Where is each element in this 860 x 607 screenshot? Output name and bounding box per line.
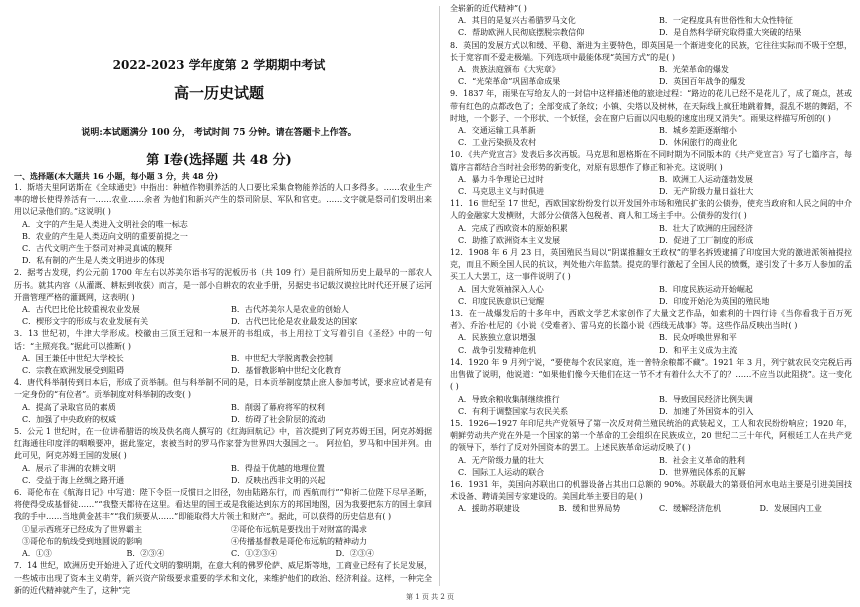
question-q2 bbox=[14, 267, 432, 328]
option-item[interactable]: A．民族独立意识增强 bbox=[458, 333, 536, 343]
option-item[interactable]: D．反映出西非文明的兴起 bbox=[231, 475, 326, 485]
option-item[interactable]: C．马克思主义与时俱进 bbox=[458, 187, 545, 197]
option-item[interactable]: A．国王兼任中世纪大学校长 bbox=[22, 353, 124, 363]
option-item[interactable]: C．战争引发精神危机 bbox=[458, 345, 537, 355]
answer-choices bbox=[14, 548, 432, 560]
subject-title: 高一历史试题 bbox=[173, 84, 264, 102]
option-item[interactable]: B．农业的产生是人类迈向文明的重要前提之一 bbox=[22, 231, 188, 241]
question-q16 bbox=[450, 479, 852, 516]
question-text: 14．1920 年 9 月列宁说，“要使每个农民家庭，连一普特余粮都不藏”。1921 年 3 月，列宁就农民交完税后再出售做了说明，他说道：“如果他们像今天他们在这一节不才有着什么大不了的？……不应当以此阻挠”。这一变化( ) bbox=[450, 357, 852, 392]
option-item[interactable]: A．其目的是复兴古希腊罗马文化 bbox=[458, 16, 576, 26]
question-text: 1．斯塔夫里阿诺斯在《全球通史》中指出：种植作物驯养活的人口要比采集食物能养活的人口多得多。……农业生产率的增长使得养活有一……农业……余者 为他们和新兴产生的祭司阶层、军队和官吏。……文字就是祭司们发明出来用以记录他们的。”这说明( ) bbox=[14, 183, 432, 217]
question-list bbox=[450, 3, 852, 516]
question-q14 bbox=[450, 357, 852, 418]
right-questions bbox=[450, 3, 852, 516]
option-item[interactable]: D．私有制的产生是人类文明进步的体现 bbox=[22, 256, 165, 266]
column-divider bbox=[439, 6, 440, 586]
option-item[interactable]: D．世界殖民体系的瓦解 bbox=[659, 467, 746, 477]
option-item[interactable]: ①显示西班牙已经成为了世界霸主 bbox=[22, 524, 142, 534]
question-text: 3．13 世纪初，牛津大学形成。校徽由三顶王冠和一本展开的书组成，书上用拉丁文写着引自《圣经》中的一句话：“主照亮我。”据此可以推断( ) bbox=[14, 329, 432, 351]
option-item[interactable]: D．发展国内工业 bbox=[759, 504, 822, 514]
option-item[interactable]: ②哥伦布远航是要找出于对财富的渴求 bbox=[231, 524, 367, 534]
option-item[interactable]: C．古代文明产生于祭司对神灵真诚的膜拜 bbox=[22, 244, 173, 254]
option-item[interactable]: A．援助苏联建设 bbox=[458, 504, 520, 514]
answer-choice[interactable]: D．②③④ bbox=[335, 549, 374, 559]
answer-choice[interactable]: B．②③④ bbox=[126, 549, 165, 559]
option-item[interactable]: A．古代巴比伦比较重视农业发展 bbox=[22, 305, 140, 315]
option-item[interactable]: D．古代巴比伦是农业最发达的国家 bbox=[231, 317, 358, 327]
option-item[interactable]: C．国际工人运动的联合 bbox=[458, 467, 545, 477]
question-q15 bbox=[450, 418, 852, 479]
exam-title: 2022-2023 学年度第 2 学期期中考试 bbox=[112, 58, 326, 72]
option-item[interactable]: D．纺碍了社会阶层的流动 bbox=[231, 414, 326, 424]
question-q8 bbox=[450, 40, 852, 89]
question-q10 bbox=[450, 149, 852, 198]
question-text: 10．《共产党宣言》发表后多次再版。马克思和恩格斯在不同时期为不同版本的《共产党宣言》写了七篇序言，每篇序言都结合当时社会形势的新变化，对原有思想作了修正和补充。这说明( ) bbox=[450, 150, 852, 172]
option-item[interactable]: A．文字的产生是人类进入文明社会的唯一标志 bbox=[22, 219, 188, 229]
section-heading: 一、选择题(本大题共 16 小题，每小题 3 分，共 48 分) bbox=[14, 171, 219, 181]
page-footer: 第 1 页 共 2 页 bbox=[405, 593, 455, 601]
option-item[interactable]: C．有利于调整国家与农民关系 bbox=[458, 406, 569, 416]
option-item[interactable]: C．加强了中央政府的权威 bbox=[22, 414, 117, 424]
option-item[interactable]: A．国大党领袖深入人心 bbox=[458, 284, 544, 294]
left-column bbox=[6, 0, 432, 595]
option-item[interactable]: A．导致余粮收集制继续推行 bbox=[458, 394, 560, 404]
option-item[interactable]: C．助推了欧洲资本主义发展 bbox=[458, 235, 561, 245]
option-item[interactable]: D．是自然科学研究取得重大突破的结果 bbox=[659, 28, 802, 38]
right-column bbox=[446, 0, 854, 590]
question-text: 4．唐代科举制传到日本后，形成了贡举制。但与科举制不同的是，日本贡举制度禁止庶人参加考试，要求应试者是有一定身份的“有位者”。贡举制度对科举制的改变( ) bbox=[14, 378, 432, 400]
answer-choice[interactable]: C．①②③④ bbox=[231, 549, 278, 559]
question-options bbox=[450, 284, 852, 308]
question-options bbox=[14, 304, 432, 328]
option-item[interactable]: B．壮大了欧洲的庄园经济 bbox=[659, 223, 753, 233]
question-text: 7．14 世纪，欧洲历史开始进入了近代文明的黎明期，在意大利的佛罗伦萨、威尼斯等地，工商业已经有了长足发展，一些城市出现了资本主义萌芽，新兴资产阶级要求重要的学术和文化，来维护他们的政治、经济利益。这样，一种完全新的近代精神就产生了，这种“完 bbox=[14, 561, 432, 595]
option-item[interactable]: A．完成了西欧资本的原始积累 bbox=[458, 223, 568, 233]
question-q9 bbox=[450, 88, 852, 149]
exam-instructions: 说明:本试题满分 100 分， 考试时间 75 分钟。请在答题卡上作答。 bbox=[81, 128, 357, 138]
option-item[interactable]: C．受益于海上丝绸之路开通 bbox=[22, 475, 125, 485]
option-item[interactable]: A．贵族法庭颁布《大宪章》 bbox=[458, 65, 560, 75]
option-item[interactable]: D．休闲旅行的商业化 bbox=[659, 138, 738, 148]
question-text: 9．1837 年，雨果在写给友人的一封信中这样描述他的旅途过程：“路边的花儿已经不是花儿了，成了斑点，甚或带有红色的点都改色了；全部变成了条纹；小镇、尖塔以及树林，在天际线上疯狂地跳着舞，混乱不堪的舞蹈，不时地，一个影子、一个形状、一个妖怪，会在窗户后面以闪电般的速度出现又消失”。雨果这样描写所创的( ) bbox=[450, 89, 852, 123]
option-item[interactable]: C．帮助欧洲人民彻底摆脱宗教信仰 bbox=[458, 28, 585, 38]
question-options bbox=[450, 503, 852, 515]
option-item[interactable]: B．光荣革命的爆发 bbox=[659, 65, 729, 75]
option-item[interactable]: C．楔形文字的形成与农业发展有关 bbox=[22, 317, 149, 327]
question-q5 bbox=[14, 426, 432, 487]
question-q12 bbox=[450, 247, 852, 308]
option-item[interactable]: A．暴力斗争理论已过时 bbox=[458, 174, 544, 184]
option-item[interactable]: ④传播基督教是哥伦布远航的精神动力 bbox=[231, 536, 367, 546]
question-text: 8．英国的发展方式以和缓、平稳、渐进为主要特色，即英国是一个渐进变化的民族，它往往实际而不吸于空想，长于宽容而不爱走极端。下列选项中最能体现“英国方式”的是( ) bbox=[450, 40, 852, 62]
question-text: 6．哥伦布在《航海日记》中写道：陛下令臣一反惯日之旧径，勿由陆路东行，而 西航而行”“仰祈二位陛下尽早圣断，将使得受成基督徒……”“我整天都待在这里。看达里的国王或是我能达到东方的邦国地图，因为我要把东方的国土拿回我的手中……当地黄金甚丰”“我们须要从……”即能取得大片领土和财产”。据此，可以获得的历史信息有( ) bbox=[14, 488, 432, 522]
question-options bbox=[14, 524, 432, 548]
option-item[interactable]: B．欧洲工人运动蓬勃发展 bbox=[659, 174, 753, 184]
option-item[interactable]: C．缓解经济危机 bbox=[659, 504, 722, 514]
option-item[interactable]: B．民众呼唤世界和平 bbox=[659, 333, 737, 343]
question-text: 13．在一战爆发后的十多年中，西欧文学艺术家创作了大量文艺作品，如索利的十四行诗《当你看我于百万死者》、乔治·杜尼的《小说《受难者》、雷马克的长篇小说《西线无战事》等。这些作品反映出当时( ) bbox=[450, 309, 852, 331]
question-q3 bbox=[14, 328, 432, 377]
option-item[interactable]: B．缓和世界局势 bbox=[558, 504, 621, 514]
option-item[interactable]: C．印度民族意识已觉醒 bbox=[458, 296, 545, 306]
option-item[interactable]: C．“光荣革命”巩固革命成果 bbox=[458, 77, 561, 87]
option-item[interactable]: C．工业污染损及农村 bbox=[458, 138, 537, 148]
question-text: 15．1926—1927 年印尼共产党领导了第一次反对荷兰殖民统治的武装起义，工人和农民纷纷响应；1920 年，朝鲜劳动共产党在外是一个国家的第一个革命的工会组织在民族成立，20 世纪二三十年代，阿根廷工人在共产党的领导下，举行了反对外国资本的罢工。上述民族革命运动反映了( ) bbox=[450, 418, 852, 453]
option-item[interactable]: A．交通运输工具革新 bbox=[458, 126, 536, 136]
option-item[interactable]: D．印度开始沦为英国的殖民地 bbox=[659, 296, 770, 306]
left-questions bbox=[14, 170, 432, 597]
question-q4 bbox=[14, 377, 432, 426]
option-item[interactable]: A．展示了非洲的农耕文明 bbox=[22, 463, 116, 473]
question-q7b bbox=[450, 3, 852, 40]
option-item[interactable]: B．城乡差距逐渐缩小 bbox=[659, 126, 737, 136]
option-item[interactable]: A．无产阶级力量的壮大 bbox=[458, 455, 544, 465]
question-options bbox=[450, 64, 852, 88]
question-text: 5．公元 1 世纪时，在一位讲希腊语的埃及佚名商人撰写的《红海回航记》中，首次提到了阿克苏姆王国，阿克苏姆据红海通往印度洋的咽喉要冲，据此鉴定，衷被当时的罗马作家誉为世界四大强国之一。 阿拉伯，罗马和中国并列。由此可见，阿克苏姆王国的发展( ) bbox=[14, 427, 432, 461]
question-options bbox=[450, 455, 852, 479]
option-item[interactable]: D．促进了工厂制度的形成 bbox=[659, 235, 754, 245]
option-item[interactable]: D．和平主义成为主流 bbox=[659, 345, 738, 355]
question-options bbox=[450, 394, 852, 418]
question-text: 12．1908 年 6 月 23 日，英国殖民当局以“阴谋推翻女王政权”的罪名拆毁逮捕了印度国大党的激进派领袖提拉克，而且不顾全国人民的抗议，判处他六年监禁。提克的罪行激起了全国人民的愤慨，遂引发了十多万人参加的孟买工人大罢工，这一事件说明了( ) bbox=[450, 248, 852, 282]
question-options bbox=[450, 15, 852, 39]
question-options bbox=[450, 174, 852, 198]
question-q1 bbox=[14, 182, 432, 267]
option-item[interactable]: C．宗教在欧洲发展受到阻碍 bbox=[22, 366, 125, 376]
question-options bbox=[14, 402, 432, 426]
question-text: 全崭新的近代精神”( ) bbox=[450, 4, 527, 13]
question-text: 16．1931 年，美国向苏联出口的机器设备占其出口总额的 90%。苏联最大的第聂伯河水电站主要是引进美国技术设备、聘请美国专家建设的。美国此举主要目的是( ) bbox=[450, 479, 852, 502]
option-item[interactable]: B．削弱了幕府将军的权利 bbox=[231, 402, 325, 412]
option-item[interactable]: ③哥伦布的航线受到地圆说的影响 bbox=[22, 536, 142, 546]
question-options bbox=[450, 223, 852, 247]
answer-choice[interactable]: A．①③ bbox=[22, 549, 52, 559]
question-options bbox=[14, 353, 432, 377]
option-item[interactable]: B．印度民族运动开始崛起 bbox=[659, 284, 753, 294]
question-options bbox=[14, 463, 432, 487]
question-q6 bbox=[14, 487, 432, 560]
question-options bbox=[450, 332, 852, 356]
option-item[interactable]: A．提高了录取官员的素质 bbox=[22, 402, 116, 412]
option-item[interactable]: D．英国百年战争的爆发 bbox=[659, 77, 746, 87]
question-options bbox=[14, 219, 432, 268]
option-item[interactable]: B．中世纪大学脱离教会控制 bbox=[231, 353, 333, 363]
part-title: 第 Ⅰ卷(选择题 共 48 分) bbox=[146, 153, 292, 168]
option-item[interactable]: B．一定程度具有世俗性和大众性特征 bbox=[659, 16, 793, 26]
question-list bbox=[14, 182, 432, 597]
option-item[interactable]: D．无产阶级力量日益壮大 bbox=[659, 187, 754, 197]
question-options bbox=[450, 125, 852, 149]
option-item[interactable]: B．导致国民经济比例失调 bbox=[659, 394, 753, 404]
question-text: 11．16 世纪至 17 世纪，西欧国家纷纷发行以开发国外市场和殖民扩张的公债券，使充当政府和人民之间的中介人的金融家大发横财，大部分公债落入包税者、商人和工场主手中。公债券的发行( ) bbox=[450, 199, 852, 221]
option-item[interactable]: D．加速了外国资本的引入 bbox=[659, 406, 754, 416]
question-q13 bbox=[450, 308, 852, 357]
option-item[interactable]: B．得益于优越的地理位置 bbox=[231, 463, 325, 473]
option-item[interactable]: B．社会主义革命的胜利 bbox=[659, 455, 745, 465]
option-item[interactable]: D．基督教影响中世纪文化教育 bbox=[231, 366, 342, 376]
question-text: 2．据考古发现，约公元前 1700 年左右以苏美尔语书写的泥板历书（共 109 行）是目前所知历史上最早的一部农人历书。就其内容（从灌溉、耕耘到收获）而言，是一部小自耕农的农业手册，另据史书记载汉谟拉比时代还开展了运河开凿管理严格的灌溉网，这表明( ) bbox=[14, 268, 432, 302]
option-item[interactable]: B．古代苏美尔人是农业的创始人 bbox=[231, 305, 349, 315]
question-q11 bbox=[450, 198, 852, 247]
